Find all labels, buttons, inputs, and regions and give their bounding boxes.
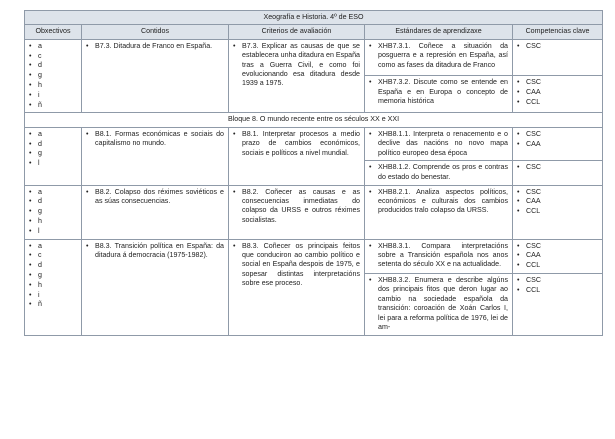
standard-list (369, 188, 508, 216)
table-title: Xeografía e Historia. 4º de ESO (25, 11, 603, 25)
competences-cell (513, 127, 603, 161)
block-8-title: Bloque 8. O mundo recente entre os séculos XX e XXI (25, 113, 603, 127)
content-cell (82, 127, 229, 185)
standard-list (369, 163, 508, 182)
header-contents: Contidos (82, 25, 229, 39)
bullet-item: • ñ (29, 300, 77, 309)
bullet-item: • i (29, 291, 77, 300)
content-cell (82, 39, 229, 113)
objectives-cell (25, 239, 82, 335)
content-text: • B8.1. Formas económicas e sociais do capitalismo no mundo. (86, 130, 224, 149)
bullet-item: • CSC (517, 276, 598, 285)
standard-text: • XHB8.3.2. Enumera e describe algúns dos principais fitos que deron lugar ao cambio na sociedade española da transición: coroación de Xoán Carlos I, lei para a reforma política de 1976, lei de am- (369, 276, 508, 332)
standard-cell (365, 39, 513, 75)
standard-cell (365, 127, 513, 161)
criterion-cell (229, 39, 365, 113)
objectives-list (29, 188, 77, 237)
bullet-item: • h (29, 281, 77, 290)
bullet-item: • a (29, 130, 77, 139)
criterion-list (233, 42, 360, 89)
standard-text: • XHB7.3.2. Discute como se entende en España e en Europa o concepto de memoria histórica (369, 78, 508, 106)
bullet-item: • l (29, 227, 77, 236)
bullet-item: • d (29, 261, 77, 270)
competences-cell (513, 39, 603, 75)
bullet-item: • i (29, 91, 77, 100)
objectives-cell (25, 185, 82, 239)
criterion-cell (229, 185, 365, 239)
bullet-item: • CSC (517, 163, 598, 172)
bullet-item: • a (29, 188, 77, 197)
header-objectives: Obxectivos (25, 25, 82, 39)
objectives-cell (25, 127, 82, 185)
competences-list (517, 163, 598, 172)
bullet-item: • c (29, 52, 77, 61)
bullet-item: • d (29, 197, 77, 206)
criterion-text: • B7.3. Explicar as causas de que se establecera unha ditadura en España tras a Guerra Civil, e como foi evolucionando esa ditadura desde 1939 a 1975. (233, 42, 360, 89)
bullet-item: • CSC (517, 130, 598, 139)
table-row (25, 127, 603, 161)
bullet-item: • CCL (517, 98, 598, 107)
criterion-cell (229, 239, 365, 335)
competences-list (517, 188, 598, 217)
standard-cell (365, 185, 513, 239)
bullet-item: • ñ (29, 101, 77, 110)
curriculum-table-body (25, 11, 603, 336)
criterion-text: • B8.2. Coñecer as causas e as consecuencias inmediatas do colapso da URSS e outros réximes socialistas. (233, 188, 360, 226)
standard-cell (365, 239, 513, 273)
bullet-item: • d (29, 61, 77, 70)
bullet-item: • CAA (517, 88, 598, 97)
criterion-list (233, 130, 360, 158)
competences-list (517, 130, 598, 149)
block-8-row (25, 113, 603, 127)
criterion-text: • B8.3. Coñecer os principais feitos que conduciron ao cambio político e social en España despois de 1975, e sopesar distintas interpretacións sobre ese proceso. (233, 242, 360, 289)
standard-cell (365, 161, 513, 185)
standard-list (369, 42, 508, 70)
content-list (86, 242, 224, 261)
standard-text: • XHB8.1.1. Interpreta o renacemento e o declive das nacións no novo mapa político europeo desa época (369, 130, 508, 158)
competences-cell (513, 239, 603, 273)
table-row (25, 239, 603, 273)
bullet-item: • g (29, 149, 77, 158)
competences-list (517, 276, 598, 295)
bullet-item: • CSC (517, 78, 598, 87)
bullet-item: • a (29, 242, 77, 251)
header-competences: Competencias clave (513, 25, 603, 39)
bullet-item: • CAA (517, 140, 598, 149)
bullet-item: • d (29, 140, 77, 149)
content-cell (82, 185, 229, 239)
standard-list (369, 242, 508, 270)
objectives-list (29, 242, 77, 310)
standard-text: • XHB7.3.1. Coñece a situación da posguerra e a represión en España, así como as fases da ditadura de Franco (369, 42, 508, 70)
standard-cell (365, 273, 513, 335)
standard-list (369, 276, 508, 332)
table-row (25, 39, 603, 75)
content-list (86, 42, 224, 51)
bullet-item: • CCL (517, 286, 598, 295)
competences-list (517, 42, 598, 51)
objectives-list (29, 42, 77, 110)
criterion-list (233, 242, 360, 289)
competences-cell (513, 76, 603, 113)
standard-text: • XHB8.1.2. Comprende os pros e contras do estado do benestar. (369, 163, 508, 182)
bullet-item: • a (29, 42, 77, 51)
competences-cell (513, 185, 603, 239)
content-text: • B8.3. Transición política en España: da ditadura á democracia (1975-1982). (86, 242, 224, 261)
competences-cell (513, 161, 603, 185)
content-list (86, 130, 224, 149)
bullet-item: • CSC (517, 42, 598, 51)
criterion-cell (229, 127, 365, 185)
criterion-list (233, 188, 360, 226)
bullet-item: • g (29, 207, 77, 216)
table-row (25, 185, 603, 239)
bullet-item: • h (29, 217, 77, 226)
standard-text: • XHB8.3.1. Compara interpretacións sobre a Transición española nos anos setenta do século XX e na actualidade. (369, 242, 508, 270)
content-cell (82, 239, 229, 335)
bullet-item: • CCL (517, 261, 598, 270)
competences-cell (513, 273, 603, 335)
bullet-item: • g (29, 71, 77, 80)
content-text: • B8.2. Colapso dos réximes soviéticos e as súas consecuencias. (86, 188, 224, 207)
bullet-item: • CSC (517, 188, 598, 197)
content-list (86, 188, 224, 207)
bullet-item: • c (29, 251, 77, 260)
content-text: • B7.3. Ditadura de Franco en España. (86, 42, 224, 51)
bullet-item: • CAA (517, 251, 598, 260)
criterion-text: • B8.1. Interpretar procesos a medio prazo de cambios económicos, sociais e políticos a nivel mundial. (233, 130, 360, 158)
bullet-item: • CSC (517, 242, 598, 251)
objectives-cell (25, 39, 82, 113)
bullet-item: • CCL (517, 207, 598, 216)
competences-list (517, 78, 598, 107)
standard-list (369, 78, 508, 106)
header-criteria: Criterios de avaliación (229, 25, 365, 39)
bullet-item: • g (29, 271, 77, 280)
standard-list (369, 130, 508, 158)
header-standards: Estándares de aprendizaxe (365, 25, 513, 39)
standard-text: • XHB8.2.1. Analiza aspectos políticos, económicos e culturais dos cambios producidos tralo colapso da URSS. (369, 188, 508, 216)
competences-list (517, 242, 598, 271)
standard-cell (365, 76, 513, 113)
curriculum-table (24, 10, 603, 336)
bullet-item: • l (29, 159, 77, 168)
objectives-list (29, 130, 77, 169)
bullet-item: • CAA (517, 197, 598, 206)
bullet-item: • h (29, 81, 77, 90)
